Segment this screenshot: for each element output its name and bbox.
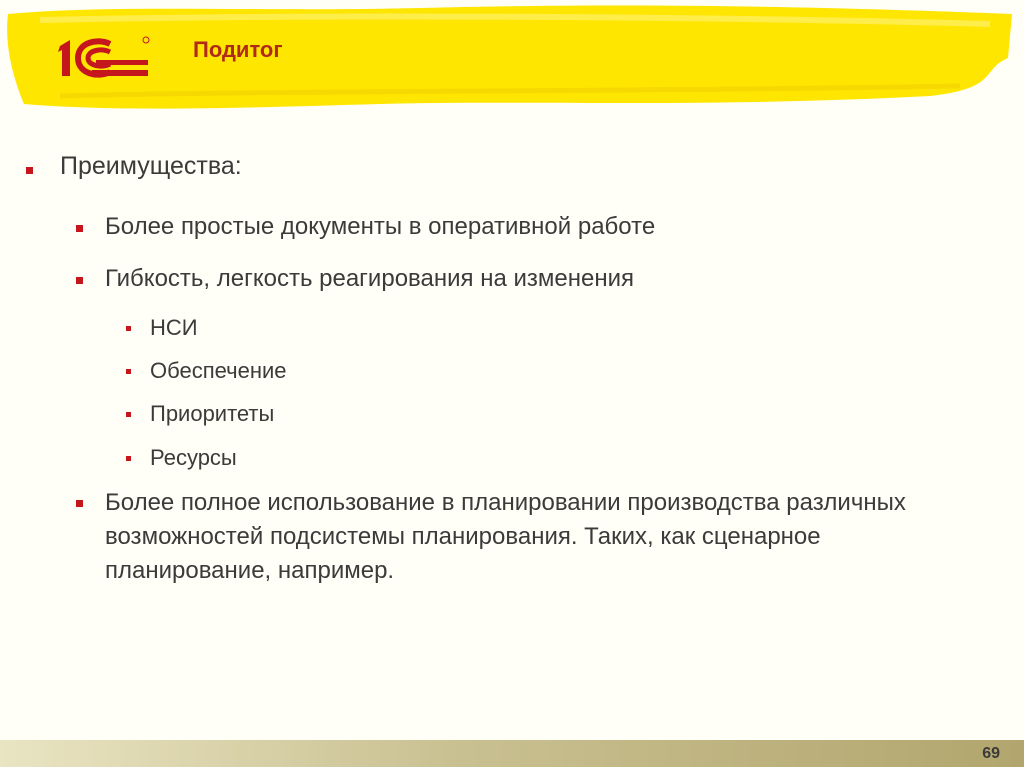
sub-item: Приоритеты (150, 401, 275, 426)
heading-advantages: Преимущества: (60, 152, 242, 180)
sub-item: НСИ (150, 315, 198, 340)
bullet-marker (126, 456, 131, 461)
bullet-marker (126, 412, 131, 417)
footer-bar (0, 740, 1024, 767)
bullet-marker (76, 500, 83, 507)
list-item: Более полное использование в планировании производства различных возможностей подсистемы планирования. Таких, как сценарное планирование, например. (105, 489, 906, 584)
sub-item: Обеспечение (150, 358, 287, 383)
bullet-marker (76, 225, 83, 232)
1c-logo-icon (52, 30, 156, 84)
list-item: Гибкость, легкость реагирования на изменения (105, 265, 634, 292)
sub-item: Ресурсы (150, 445, 237, 470)
list-item: Более простые документы в оперативной работе (105, 213, 656, 240)
bullet-marker (76, 277, 83, 284)
slide-title: Подитог (193, 37, 283, 62)
bullet-marker (126, 326, 131, 331)
page-number: 69 (982, 745, 1000, 762)
bullet-marker (126, 369, 131, 374)
bullet-marker (26, 167, 33, 174)
